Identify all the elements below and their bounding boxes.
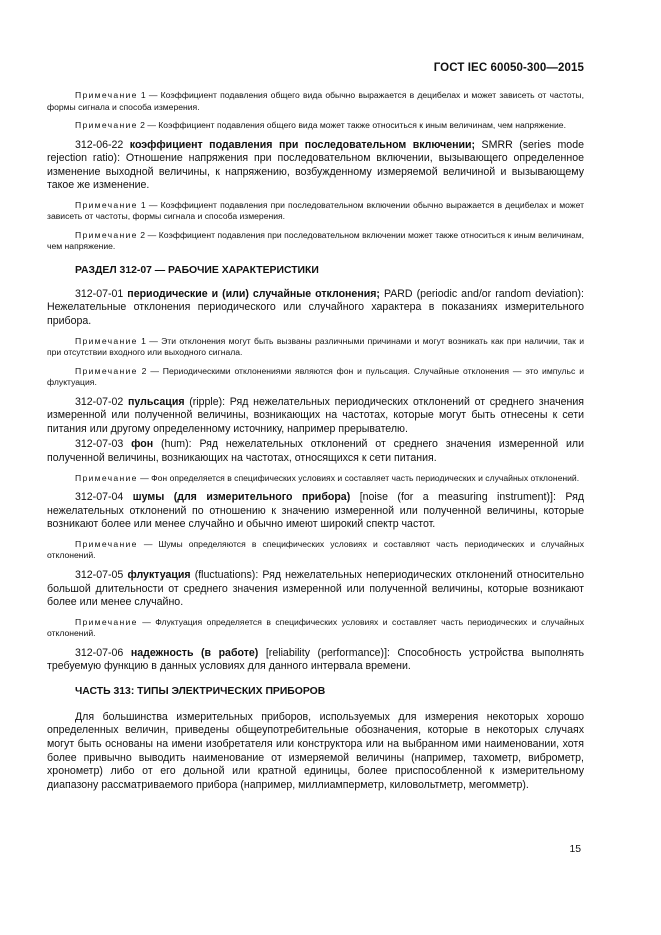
note-paragraph	[47, 539, 584, 562]
term-number: 312-07-04	[75, 491, 124, 504]
term-entry	[47, 396, 584, 437]
body-paragraph: Для большинства измерительных приборов, используемых для измерения некоторых хорошо определенных величин, приведены общеупотребительные обозначения, которые в некоторых случаях могут быть основаны на имени изобретателя или конструктора или на выбранном ими наименовании, хотя более привычно выводить наименование от измеряемой величины (например, тахометр, виброметр, хронометр) либо от его дольной или кратной единицы, более приспособленной к измерительному диапазону рассматриваемого прибора (например, миллиамперметр, киловольтметр, мегомметр).	[47, 710, 584, 791]
term-number: 312-07-02	[75, 395, 124, 408]
term-definition: [noise (for a measuring instrument)]: Ряд нежелательных отклонений по отношению к значению измеренной или полученной величины, которые возникают более или менее случайно и обычно имеют широкий спектр частот.	[47, 491, 584, 531]
note-paragraph	[47, 90, 584, 113]
note-label: Примечание	[75, 538, 138, 549]
document-header: ГОСТ IEC 60050-300—2015	[433, 62, 584, 74]
note-number: 1	[140, 90, 146, 100]
note-label: Примечание	[75, 120, 138, 130]
term-title: коэффициент подавления при последовательном включении;	[129, 138, 476, 151]
term-entry	[47, 647, 584, 674]
note-label: Примечание	[75, 229, 138, 240]
term-definition: (hum): Ряд нежелательных отклонений от среднего значения измеренной или полученной величины, возникающих на частотах, относящихся к сети питания.	[47, 438, 584, 465]
note-text: — Периодическими отклонениями являются фон и пульсация. Случайные отклонения — это импульс и флуктуация.	[47, 365, 584, 388]
note-paragraph	[47, 200, 584, 223]
term-entry	[47, 569, 584, 610]
term-number: 312-06-22	[75, 138, 124, 151]
note-number: 2	[140, 229, 146, 240]
term-title: фон	[131, 438, 154, 451]
note-text: — Фон определяется в специфических условиях и составляет часть периодических и случайных отклонений.	[140, 472, 580, 483]
term-entry	[47, 288, 584, 329]
document-content	[47, 90, 584, 792]
term-definition: PARD (periodic and/or random deviation): Нежелательные отклонения периодического или случайного характера в показаниях измерительного прибора.	[47, 287, 584, 328]
term-number: 312-07-01	[75, 287, 124, 300]
note-text: — Шумы определяются в специфических условиях и составляют часть периодических и случайных отклонений.	[47, 538, 584, 561]
page-number: 15	[569, 844, 581, 855]
term-number: 312-07-05	[75, 568, 124, 581]
term-title: периодические и (или) случайные отклонения;	[127, 287, 380, 300]
note-number: 1	[141, 335, 146, 346]
section-heading: РАЗДЕЛ 312-07 — РАБОЧИЕ ХАРАКТЕРИСТИКИ	[75, 264, 319, 276]
note-paragraph	[47, 617, 584, 640]
note-text: — Коэффициент подавления при последовательном включении может также относиться к иным величинам, чем напряжение.	[47, 229, 585, 252]
term-entry	[47, 438, 584, 465]
note-paragraph	[47, 366, 584, 389]
note-label: Примечание	[75, 199, 138, 210]
note-text: — Коэффициент подавления общего вида обычно выражается в децибелах и может зависеть от частоты, формы сигнала и способа измерения.	[47, 90, 585, 112]
note-number: 2	[141, 365, 147, 376]
term-title: шумы (для измерительного прибора)	[132, 491, 351, 504]
term-number: 312-07-06	[75, 646, 124, 659]
note-label: Примечание	[75, 616, 138, 627]
note-paragraph	[47, 120, 584, 132]
note-paragraph	[47, 473, 584, 485]
note-label: Примечание	[75, 472, 138, 483]
note-number: 1	[140, 199, 146, 210]
term-definition: (ripple): Ряд нежелательных периодических отклонений от среднего значения измеренной или полученной величины, возникающих на частотах, которые могут быть отнесены к сети питания или другому определенному источнику, например прерывателю.	[47, 395, 584, 435]
note-label: Примечание	[75, 90, 138, 100]
term-entry	[47, 139, 584, 193]
note-paragraph	[47, 336, 584, 359]
term-definition: (fluctuations): Ряд нежелательных непериодических отклонений относительно большой длительности от среднего значения измеренной или полученной величины, которые возникают более или менее случайно.	[47, 568, 584, 609]
term-definition: [reliability (performance)]: Способность устройства выполнять требуемую функцию в данных условиях для данного интервала времени.	[47, 646, 585, 673]
term-number: 312-07-03	[75, 438, 124, 451]
note-text: — Эти отклонения могут быть вызваны различными причинами и могут возникать как при наличии, так и при отсутствии входного или выходного сигнала.	[47, 335, 585, 358]
term-definition: SMRR (series mode rejection ratio): Отношение напряжения при последовательном включении, вызывающего определенное изменение выходной величины, к напряжению, возбужденному измеряемой величиной и вызывающему такое же изменение.	[47, 138, 584, 192]
note-text: — Коэффициент подавления при последовательном включении обычно выражается в децибелах и может зависеть от частоты, формы сигнала и способа измерения.	[47, 199, 585, 222]
term-entry	[47, 491, 584, 532]
note-label: Примечание	[75, 365, 138, 376]
note-text: — Коэффициент подавления общего вида может также относиться к иным величинам, чем напряжение.	[147, 120, 566, 130]
note-text: — Флуктуация определяется в специфических условиях и составляет часть периодических и случайных отклонений.	[47, 616, 585, 639]
note-paragraph	[47, 230, 584, 253]
term-title: надежность (в работе)	[130, 646, 259, 659]
term-title: флуктуация	[127, 568, 191, 581]
note-number: 2	[140, 120, 145, 130]
note-label: Примечание	[75, 335, 138, 346]
term-title: пульсация	[128, 395, 185, 408]
part-heading: ЧАСТЬ 313: ТИПЫ ЭЛЕКТРИЧЕСКИХ ПРИБОРОВ	[75, 685, 326, 697]
